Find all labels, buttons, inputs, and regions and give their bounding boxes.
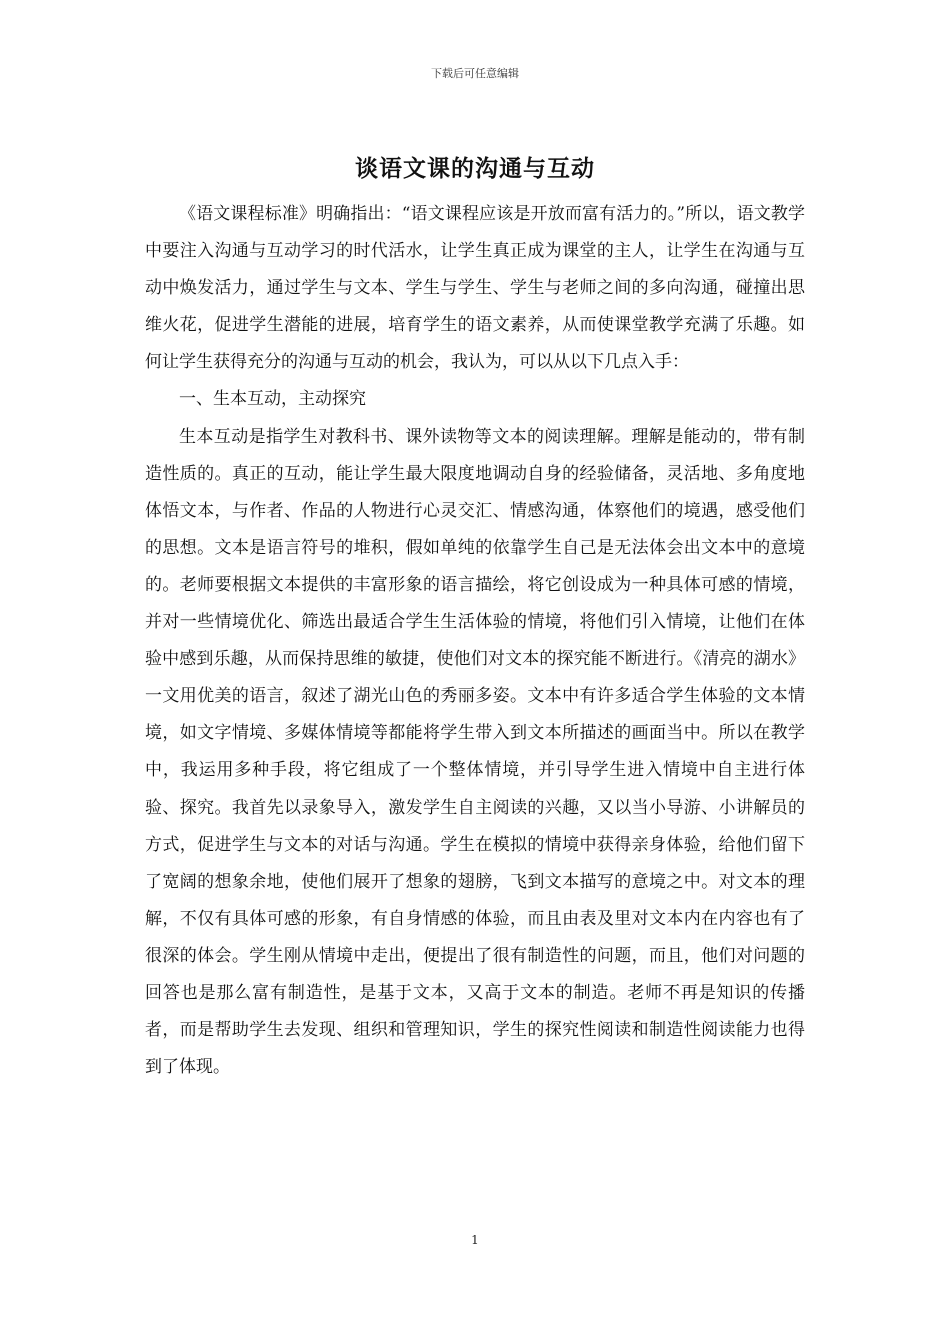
paragraph-intro: 《语文课程标准》明确指出：“语文课程应该是开放而富有活力的。”所以，语文教学中要注入沟通与互动学习的时代活水，让学生真正成为课堂的主人，让学生在沟通与互动中焕发活力，通过学生与文本、学生与学生、学生与老师之间的多向沟通，碰撞出思维火花，促进学生潜能的进展，培育学生的语文素养，从而使课堂教学充满了乐趣。如何让学生获得充分的沟通与互动的机会，我认为，可以从以下几点入手： bbox=[145, 204, 805, 373]
document-body bbox=[145, 196, 805, 1086]
paragraph-section-1: 生本互动是指学生对教科书、课外读物等文本的阅读理解。理解是能动的，带有制造性质的。真正的互动，能让学生最大限度地调动自身的经验储备，灵活地、多角度地体悟文本，与作者、作品的人物进行心灵交汇、情感沟通，体察他们的境遇，感受他们的思想。文本是语言符号的堆积，假如单纯的依靠学生自己是无法体会出文本中的意境的。老师要根据文本提供的丰富形象的语言描绘，将它创设成为一种具体可感的情境，并对一些情境优化、筛选出最适合学生生活体验的情境，将他们引入情境，让他们在体验中感到乐趣，从而保持思维的敏捷，使他们对文本的探究能不断进行。《清亮的湖水》一文用优美的语言，叙述了湖光山色的秀丽多姿。文本中有许多适合学生体验的文本情境，如文字情境、多媒体情境等都能将学生带入到文本所描述的画面当中。所以在教学中，我运用多种手段，将它组成了一个整体情境，并引导学生进入情境中自主进行体验、探究。我首先以录象导入，激发学生自主阅读的兴趣，又以当小导游、小讲解员的方式，促进学生与文本的对话与沟通。学生在模拟的情境中获得亲身体验，给他们留下了宽阔的想象余地，使他们展开了想象的翅膀，飞到文本描写的意境之中。对文本的理解，不仅有具体可感的形象，有自身情感的体验，而且由表及里对文本内在内容也有了很深的体会。学生刚从情境中走出，便提出了很有制造性的问题，而且，他们对问题的回答也是那么富有制造性，是基于文本，又高于文本的制造。老师不再是知识的传播者，而是帮助学生去发现、组织和管理知识，学生的探究性阅读和制造性阅读能力也得到了体现。 bbox=[145, 426, 805, 1078]
document-title: 谈语文课的沟通与互动 bbox=[355, 156, 595, 182]
page-number: 1 bbox=[471, 1233, 479, 1247]
page-header: 下载后可任意编辑 bbox=[431, 67, 519, 80]
section-heading-1: 一、生本互动，主动探究 bbox=[179, 389, 366, 410]
